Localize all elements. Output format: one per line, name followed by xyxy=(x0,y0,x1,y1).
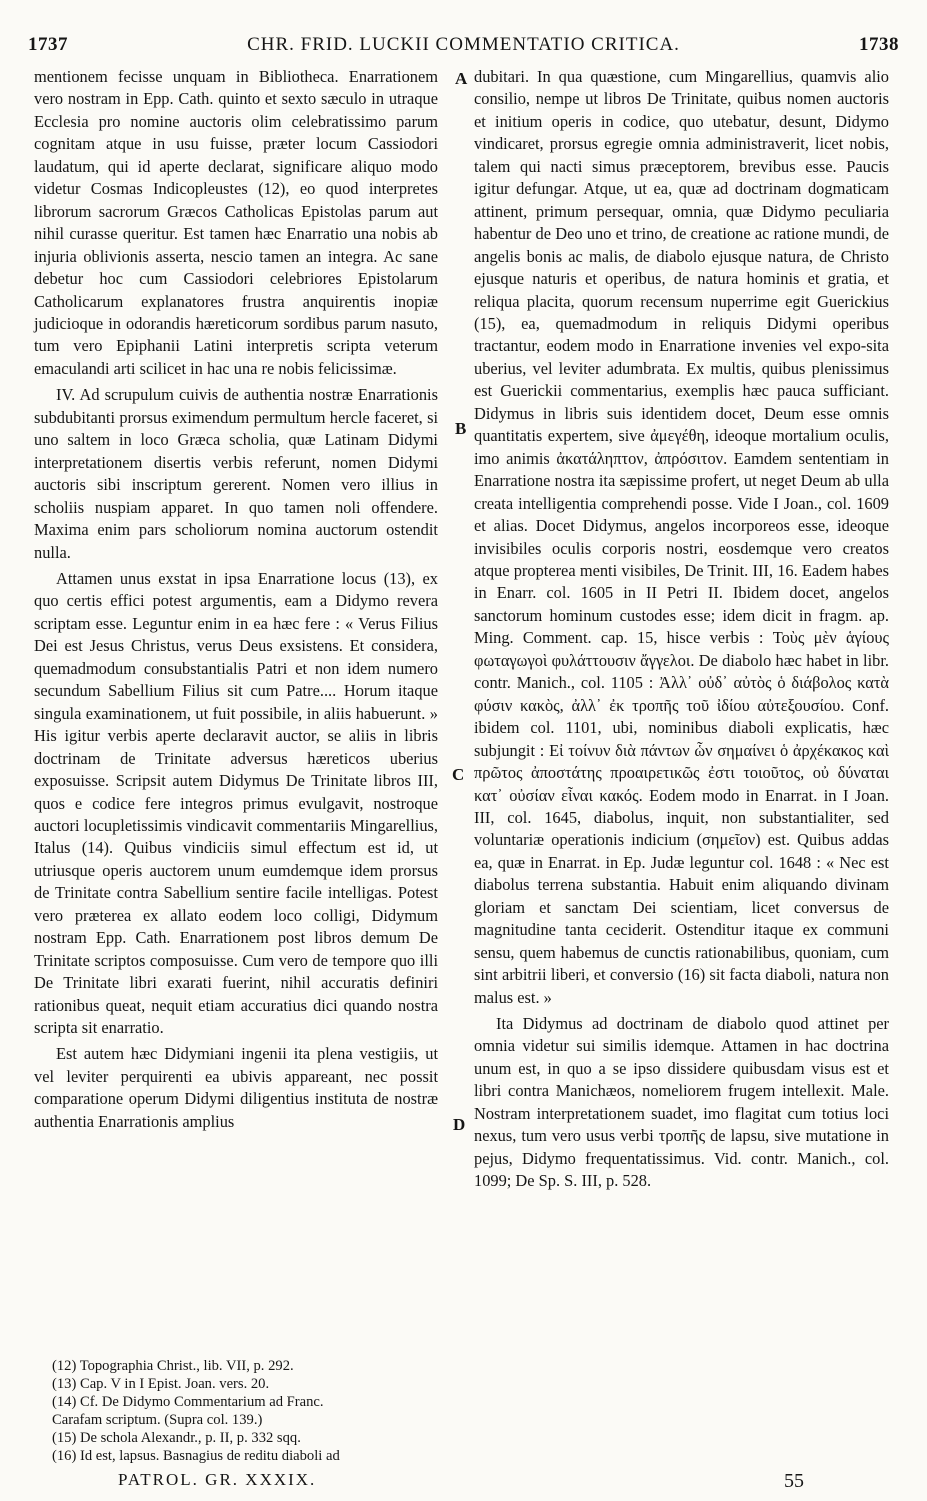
page-number-right: 1738 xyxy=(859,34,899,55)
volume-signature: PATROL. GR. XXXIX. xyxy=(118,1470,317,1489)
paragraph: Attamen unus exstat in ipsa Enarratione locus (13), ex quo certis effici potest argumentis, eam a Didymo revera scriptam esse. Leguntur enim in ea hæc fere : « Verus Filius Dei est Jesus Christus, verus Deus exsistens. Et considera, quemadmodum consubstantialis Patri et non idem numero secundum Sabellium Filius sit cum Patre.... Horum itaque singula examinationem, ut fuit possibile, in aliis habuerunt. » His igitur verbis aperte declaravit auctor, se aliis in libris doctrinam de Trinitate adversus hæreticos uberius exposuisse. Scripsit autem Didymus De Trinitate libros III, quos e codice fere integros primus evulgavit, nostroque auctori locupletissimis vindicavit commentariis Mingarellius, Italus (14). Quibus vindiciis simul effectum est id, ut utriusque operis auctorem unum eumdemque idem prorsus de Trinitate contra Sabellium sentire facile intelligas. Potest vero præterea ex allato eodem loco colligi, Didymum nostram Epp. Cath. Enarrationem post libros demum De Trinitate scriptos composuisse. Cum vero de tempore quo illi De Trinitate libri exarati fuerint, nihil accuratis definiri rationibus queat, nequit etiam accuratius dici quando nostra scripta sit enarratio. xyxy=(34,568,438,1038)
paragraph: dubitari. In qua quæstione, cum Mingarellius, quamvis alio consilio, nempe ut libros De Trinitate, quibus nomen auctoris et initium operis in codice, quo utebatur, desunt, Didymo vindicaret, prorsus egregie omnia administraverit, licet nobis, talem qui nacti simus præceptorem, brevibus esse. Paucis igitur defungar. Atque, ut ea, quæ ad doctrinam dogmaticam attinent, primum persequar, omnia, quæ Didymo peculiaria habentur de Deo uno et trino, de creatione ac ratione mundi, de angelis bonis ac malis, de diabolo ejusque natura, de Christo ejusque naturis et operibus, de natura hominis et gratia, et reliqua placita, quorum recensum nuperrime egit Guerickius (15), ea, quemadmodum in reliquis Didymi operibus tractantur, eodem modo in Enarratione invenies vel expo-sita uberius, vel leviter adumbrata. Ex multis, quibus plenissimus est Guerickii commentarius, exemplis hæc pauca sufficiant. Didymus in libris suis identidem docet, Deum esse omnis quantitatis expertem, sive ἀμεγέθη, ideoque mortalium oculis, imo animis ἀκατάληπτον, ἀπρόσιτον. Eamdem sententiam in Enarratione nostra ita sæpissime profert, ut neget Deum ab ulla creata intelligentia comprehendi posse. Vide I Joan., col. 1609 et alias. Docet Didymus, angelos incorporeos esse, ideoque invisibiles oculis corporis nostri, eosdemque vero creatos atque propterea menti visibiles, De Trinit. III, 16. Eadem habes in Enarr. col. 1605 in II Petri II. Ibidem docet, angelos sanctorum hominum custodes esse; idem dicit in fragm. ap. Ming. Comment. cap. 15, hisce verbis : Τοὺς μὲν ἁγίους φωταγωγοὶ φυλάττουσιν ἄγγελοι. De diabolo hæc habet in libr. contr. Manich., col. 1105 : Ἀλλ᾽ οὐδ᾽ αὐτὸς ὁ διάβολος κατὰ φύσιν κακὸς, ἀλλ᾽ ἐκ τροπῆς τοῦ ἰδίου αὐτεξουσίου. Conf. ibidem col. 1101, ubi, nominibus diaboli explicatis, hæc subjungit : Εἰ τοίνυν διὰ πάντων ὧν σημαίνει ὁ ἀρχέκακος καὶ πρῶτος ἀποστάτης προαιρετικῶς ἐστι τοιοῦτος, οὐ δύναται κατ᾽ οὐσίαν εἶναι κακός. Eodem modo in Enarrat. in I Joan. III, col. 1645, diabolus, inquit, non substantialiter, sed voluntariæ operationis indicium (σημεῖον) est. Quibus addas ea, quæ in Enarrat. in Ep. Judæ leguntur col. 1648 : « Nec est diabolus terrena substantia. Habuit enim aliquando divinam gloriam et sanctam Dei scientiam, licet conversus de magnitudine tanta ceciderit. Ostenditur itaque ex communi sensu, quem habemus de cunctis rationabilibus, quoniam, cum sint arbitrii liberi, et conversio (16) sit facta diaboli, natura non malus est. » xyxy=(474,67,889,1007)
page-number-left: 1737 xyxy=(28,34,68,55)
footnote: (13) Cap. V in I Epist. Joan. vers. 20. xyxy=(52,1375,270,1392)
footnote: (16) Id est, lapsus. Basnagius de reditu diaboli ad xyxy=(52,1447,340,1464)
margin-marker-d: D xyxy=(453,1115,466,1134)
margin-marker-a: A xyxy=(455,69,468,88)
paragraph: Est autem hæc Didymiani ingenii ita plena vestigiis, ut vel leviter perquirenti ea ubivis appareant, nec possit comparatione operum Didymi diligentius instituta de nostræ authentia Enarrationis amplius xyxy=(34,1044,438,1131)
footnote: (15) De schola Alexandr., p. II, p. 332 sqq. xyxy=(52,1429,301,1446)
page-header xyxy=(28,30,899,64)
paragraph: mentionem fecisse unquam in Bibliotheca. Enarrationem vero nostram in Epp. Cath. quinto et sexto sæculo in utraque Ecclesia pro nomine auctoris olim celebratissimo parum cognitam atque in usu fuisse, præter locum Cassiodori laudatum, qui id aperte declarat, significare aliquo modo videtur Cosmas Indicopleustes (12), eo quod interpretes librorum sacrorum Græcos Catholicas Epistolas parum aut nihil curasse queritur. Est tamen hæc Enarratio una nobis ab injuria oblivionis asserta, nescio tamen an integra. Ac sane debetur hoc cum Cassiodori celebriores Epistolarum Catholicarum explanatores frustra anquirentis inopiæ judicioque in odorandis hæreticorum sordibus parum nasuto, tum vero Epiphanii Latini interpretis scripta veterum emaculandi arti scilicet in hac una re nobis felicissimæ. xyxy=(34,67,438,378)
signature-number: 55 xyxy=(784,1470,804,1492)
margin-marker-b: B xyxy=(455,419,467,438)
footnote: (12) Topographia Christ., lib. VII, p. 292. xyxy=(52,1358,294,1374)
footnote: Carafam scriptum. (Supra col. 139.) xyxy=(52,1411,263,1428)
footnotes-left xyxy=(52,1358,442,1465)
left-column xyxy=(34,66,438,1133)
running-title: CHR. FRID. LUCKII COMMENTATIO CRITICA. xyxy=(247,34,680,55)
paragraph: IV. Ad scrupulum cuivis de authentia nostræ Enarrationis subdubitanti prorsus eximendum permultum hercle faceret, si uno saltem in loco Græca scholia, quæ Latinam Didymi interpretationem disertis verbis referunt, nomen Didymi auctoris sibi inscriptum gererent. Nomen vero illius in scholiis nuspiam apparet. In quo tamen noli offendere. Maxima enim pars scholiorum nomina auctorum ostendit nulla. xyxy=(34,385,438,562)
right-column xyxy=(474,66,889,1193)
paragraph: Ita Didymus ad doctrinam de diabolo quod attinet per omnia videtur sui similis idemque. Attamen in hac doctrina unum est, in quo a se ipso dissidere quibusdam visus est et libri contra Manichæos, nomeliorem frugem intellexit. Male. Nostram interpretationem suadet, imo flagitat cum totius loci nexus, tum vero usus verbi τροπῆς de lapsu, sive mutatione in pejus, Didymo frequentatissimus. Vid. contr. Manich., col. 1099; De Sp. S. III, p. 528. xyxy=(474,1014,889,1191)
footnote: (14) Cf. De Didymo Commentarium ad Franc. xyxy=(52,1393,324,1410)
margin-marker-c: C xyxy=(452,765,465,784)
